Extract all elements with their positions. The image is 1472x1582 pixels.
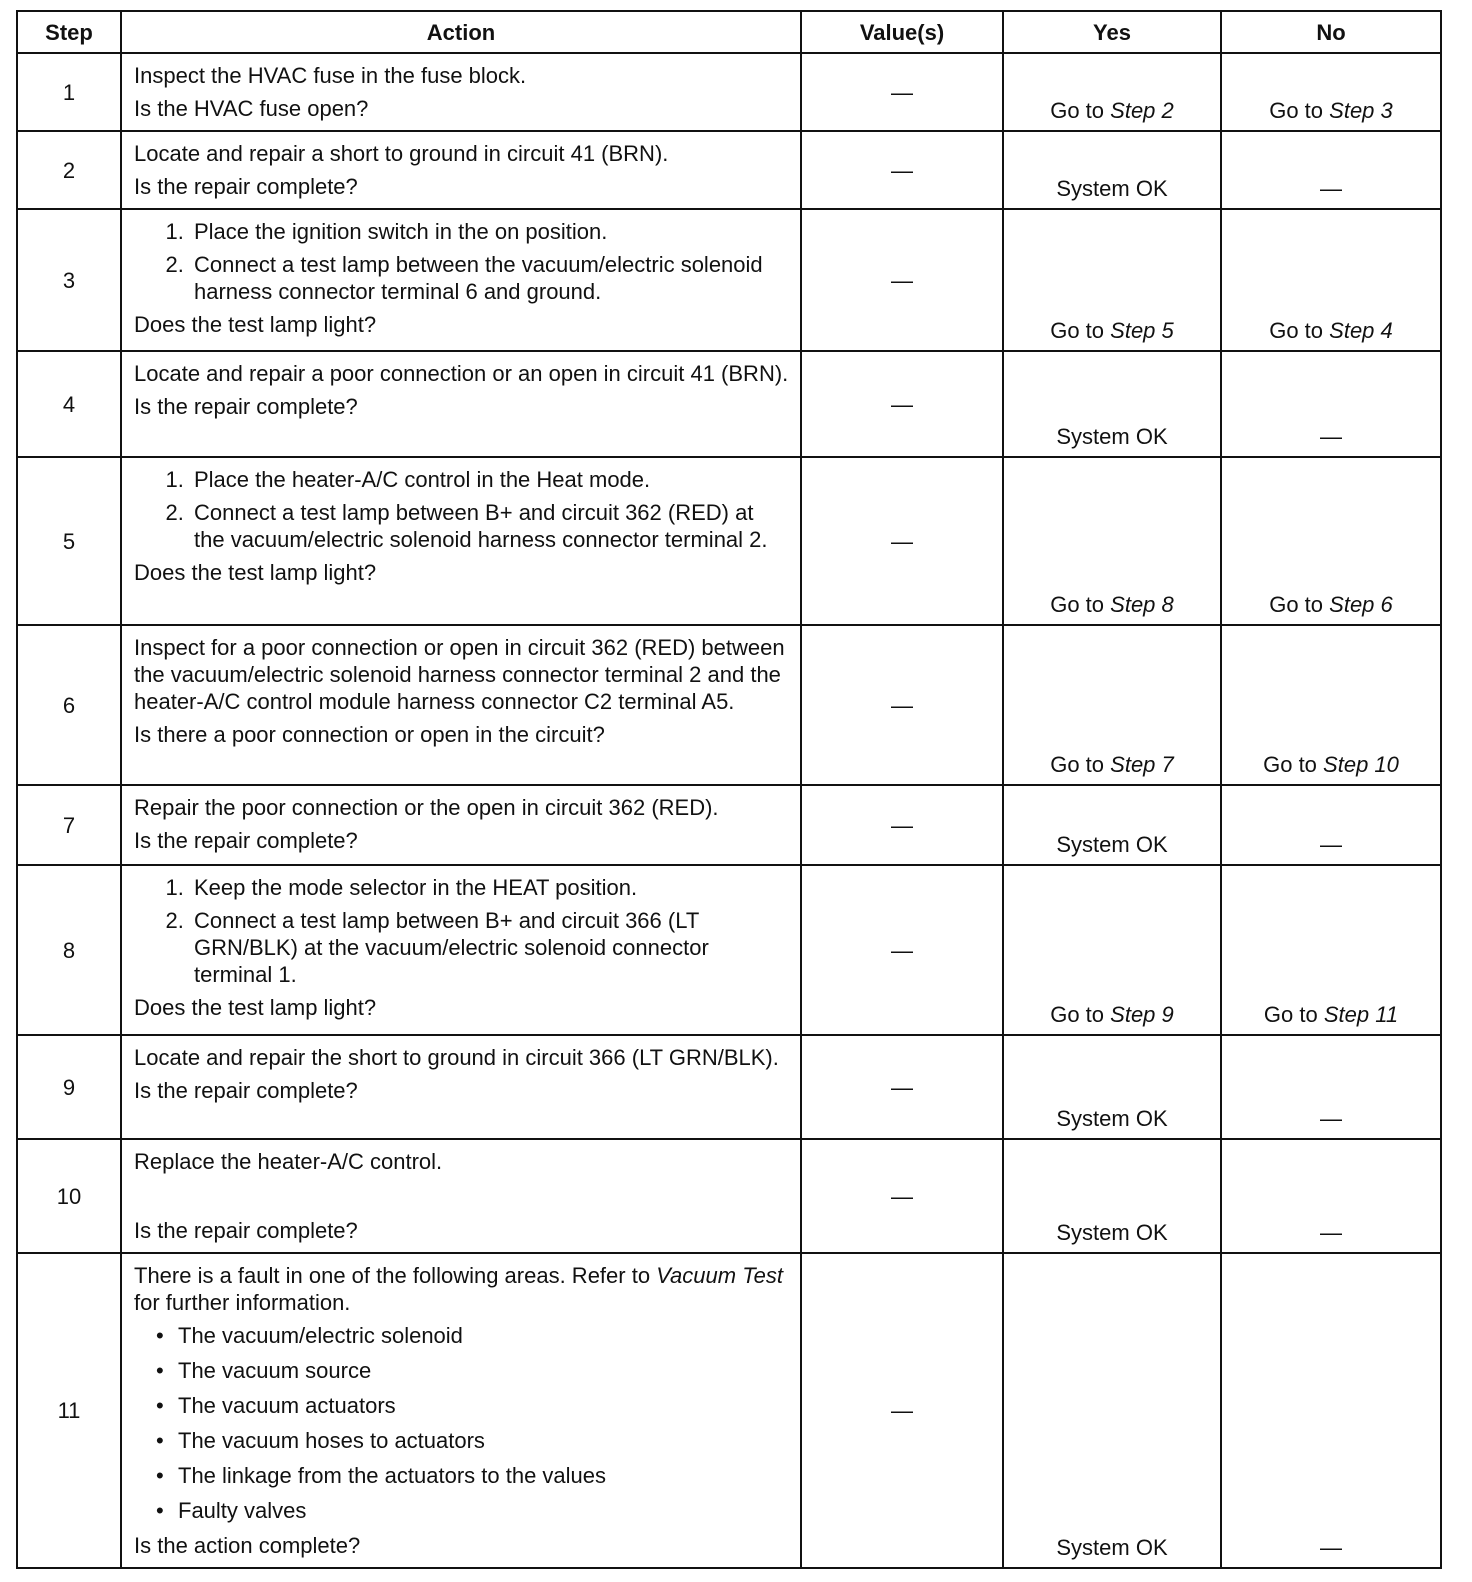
no-cell: — (1221, 1253, 1441, 1568)
list-item: • The vacuum actuators (178, 1392, 790, 1419)
yes-cell (1003, 865, 1221, 1035)
action-text: Repair the poor connection or the open in circuit 362 (RED). (134, 795, 719, 820)
goto-label: Go to (1050, 752, 1105, 777)
action-question: Is the repair complete? (134, 1078, 358, 1103)
step-number: 6 (17, 625, 121, 785)
no-step-link[interactable]: Step 3 (1329, 98, 1393, 123)
no-cell (1221, 53, 1441, 131)
table-row (17, 1139, 1441, 1253)
action-text: Locate and repair the short to ground in circuit 366 (LT GRN/BLK). (134, 1045, 779, 1070)
no-cell: — (1221, 1139, 1441, 1253)
action-substeps (134, 874, 790, 988)
action-question: Does the test lamp light? (134, 312, 377, 337)
action-cell (121, 457, 801, 625)
substep-item: 1. Place the ignition switch in the on position. (190, 218, 790, 245)
table-row (17, 625, 1441, 785)
table-row (17, 1253, 1441, 1568)
goto-label: Go to (1050, 1002, 1105, 1027)
value-cell: — (801, 865, 1003, 1035)
yes-cell: System OK (1003, 1139, 1221, 1253)
substep-item: 2. Connect a test lamp between the vacuum/electric solenoid harness connector terminal 6 and ground. (190, 251, 790, 305)
list-item: • The vacuum source (178, 1357, 790, 1384)
header-no: No (1221, 11, 1441, 53)
action-cell (121, 131, 801, 209)
header-row (17, 11, 1441, 53)
table-row (17, 131, 1441, 209)
fault-area-list (134, 1322, 790, 1524)
yes-cell (1003, 209, 1221, 351)
no-step-link[interactable]: Step 11 (1323, 1002, 1399, 1027)
yes-cell: System OK (1003, 1035, 1221, 1139)
table-row (17, 865, 1441, 1035)
action-question: Is there a poor connection or open in the circuit? (134, 722, 605, 747)
header-yes: Yes (1003, 11, 1221, 53)
action-text: Locate and repair a short to ground in circuit 41 (BRN). (134, 141, 669, 166)
action-text: Inspect the HVAC fuse in the fuse block. (134, 63, 527, 88)
value-cell: — (801, 785, 1003, 865)
goto-label: Go to (1269, 318, 1324, 343)
no-cell (1221, 209, 1441, 351)
action-cell (121, 53, 801, 131)
table-row (17, 209, 1441, 351)
value-cell: — (801, 53, 1003, 131)
table-row (17, 785, 1441, 865)
header-values: Value(s) (801, 11, 1003, 53)
action-question: Does the test lamp light? (134, 560, 377, 585)
action-substeps (134, 218, 790, 305)
diagnostic-table (16, 10, 1442, 1569)
yes-step-link[interactable]: Step 8 (1110, 592, 1174, 617)
no-step-link[interactable]: Step 10 (1323, 752, 1399, 777)
action-cell (121, 209, 801, 351)
action-text: Replace the heater-A/C control. (134, 1149, 443, 1174)
list-item: • The vacuum/electric solenoid (178, 1322, 790, 1349)
goto-label: Go to (1269, 98, 1324, 123)
value-cell: — (801, 209, 1003, 351)
action-cell (121, 625, 801, 785)
value-cell: — (801, 457, 1003, 625)
yes-step-link[interactable]: Step 9 (1110, 1002, 1174, 1027)
header-action: Action (121, 11, 801, 53)
no-cell (1221, 865, 1441, 1035)
action-text-part: There is a fault in one of the following areas. Refer to (134, 1263, 651, 1288)
action-cell (121, 351, 801, 457)
action-text (134, 1262, 790, 1316)
yes-cell: System OK (1003, 785, 1221, 865)
step-number: 7 (17, 785, 121, 865)
no-cell (1221, 625, 1441, 785)
step-number: 2 (17, 131, 121, 209)
step-number: 1 (17, 53, 121, 131)
table-row (17, 457, 1441, 625)
goto-label: Go to (1050, 592, 1105, 617)
reference-link[interactable]: Vacuum Test (656, 1263, 783, 1288)
yes-cell (1003, 625, 1221, 785)
action-cell (121, 1253, 801, 1568)
value-cell: — (801, 131, 1003, 209)
yes-cell: System OK (1003, 351, 1221, 457)
action-question: Does the test lamp light? (134, 995, 377, 1020)
action-question: Is the repair complete? (134, 1218, 358, 1243)
substep-item: 1. Keep the mode selector in the HEAT position. (190, 874, 790, 901)
step-number: 8 (17, 865, 121, 1035)
no-step-link[interactable]: Step 6 (1329, 592, 1393, 617)
action-text-part: for further information. (134, 1290, 351, 1315)
step-number: 10 (17, 1139, 121, 1253)
action-question: Is the action complete? (134, 1533, 361, 1558)
no-cell (1221, 457, 1441, 625)
yes-step-link[interactable]: Step 5 (1110, 318, 1174, 343)
header-step: Step (17, 11, 121, 53)
action-text: Inspect for a poor connection or open in circuit 362 (RED) between the vacuum/electric solenoid harness connector terminal 2 and the heater-A/C control module harness connector C2 terminal A5. (134, 635, 785, 714)
action-substeps (134, 466, 790, 553)
substep-item: 2. Connect a test lamp between B+ and circuit 362 (RED) at the vacuum/electric solenoid harness connector terminal 2. (190, 499, 790, 553)
yes-cell (1003, 53, 1221, 131)
yes-step-link[interactable]: Step 2 (1110, 98, 1174, 123)
table-row (17, 1035, 1441, 1139)
table-header (17, 11, 1441, 53)
yes-step-link[interactable]: Step 7 (1110, 752, 1174, 777)
goto-label: Go to (1050, 98, 1105, 123)
yes-cell: System OK (1003, 131, 1221, 209)
step-number: 5 (17, 457, 121, 625)
yes-cell: System OK (1003, 1253, 1221, 1568)
action-cell (121, 1035, 801, 1139)
action-question: Is the HVAC fuse open? (134, 96, 369, 121)
row-spacer (134, 1181, 790, 1211)
action-cell (121, 1139, 801, 1253)
no-step-link[interactable]: Step 4 (1329, 318, 1393, 343)
action-question: Is the repair complete? (134, 394, 358, 419)
action-question: Is the repair complete? (134, 828, 358, 853)
goto-label: Go to (1263, 752, 1317, 777)
yes-cell (1003, 457, 1221, 625)
step-number: 9 (17, 1035, 121, 1139)
no-cell: — (1221, 1035, 1441, 1139)
substep-item: 1. Place the heater-A/C control in the Heat mode. (190, 466, 790, 493)
no-cell: — (1221, 351, 1441, 457)
action-cell (121, 865, 801, 1035)
action-cell (121, 785, 801, 865)
goto-label: Go to (1050, 318, 1105, 343)
substep-item: 2. Connect a test lamp between B+ and circuit 366 (LT GRN/BLK) at the vacuum/electric solenoid connector terminal 1. (190, 907, 790, 988)
no-cell: — (1221, 131, 1441, 209)
step-number: 11 (17, 1253, 121, 1568)
list-item: • The linkage from the actuators to the values (178, 1462, 790, 1489)
table-row (17, 351, 1441, 457)
value-cell: — (801, 625, 1003, 785)
table-row (17, 53, 1441, 131)
step-number: 3 (17, 209, 121, 351)
step-number: 4 (17, 351, 121, 457)
no-cell: — (1221, 785, 1441, 865)
value-cell: — (801, 1253, 1003, 1568)
list-item: • Faulty valves (178, 1497, 790, 1524)
action-question: Is the repair complete? (134, 174, 358, 199)
list-item: • The vacuum hoses to actuators (178, 1427, 790, 1454)
value-cell: — (801, 1139, 1003, 1253)
goto-label: Go to (1263, 1002, 1318, 1027)
value-cell: — (801, 351, 1003, 457)
goto-label: Go to (1269, 592, 1324, 617)
value-cell: — (801, 1035, 1003, 1139)
action-text: Locate and repair a poor connection or an open in circuit 41 (BRN). (134, 361, 789, 386)
